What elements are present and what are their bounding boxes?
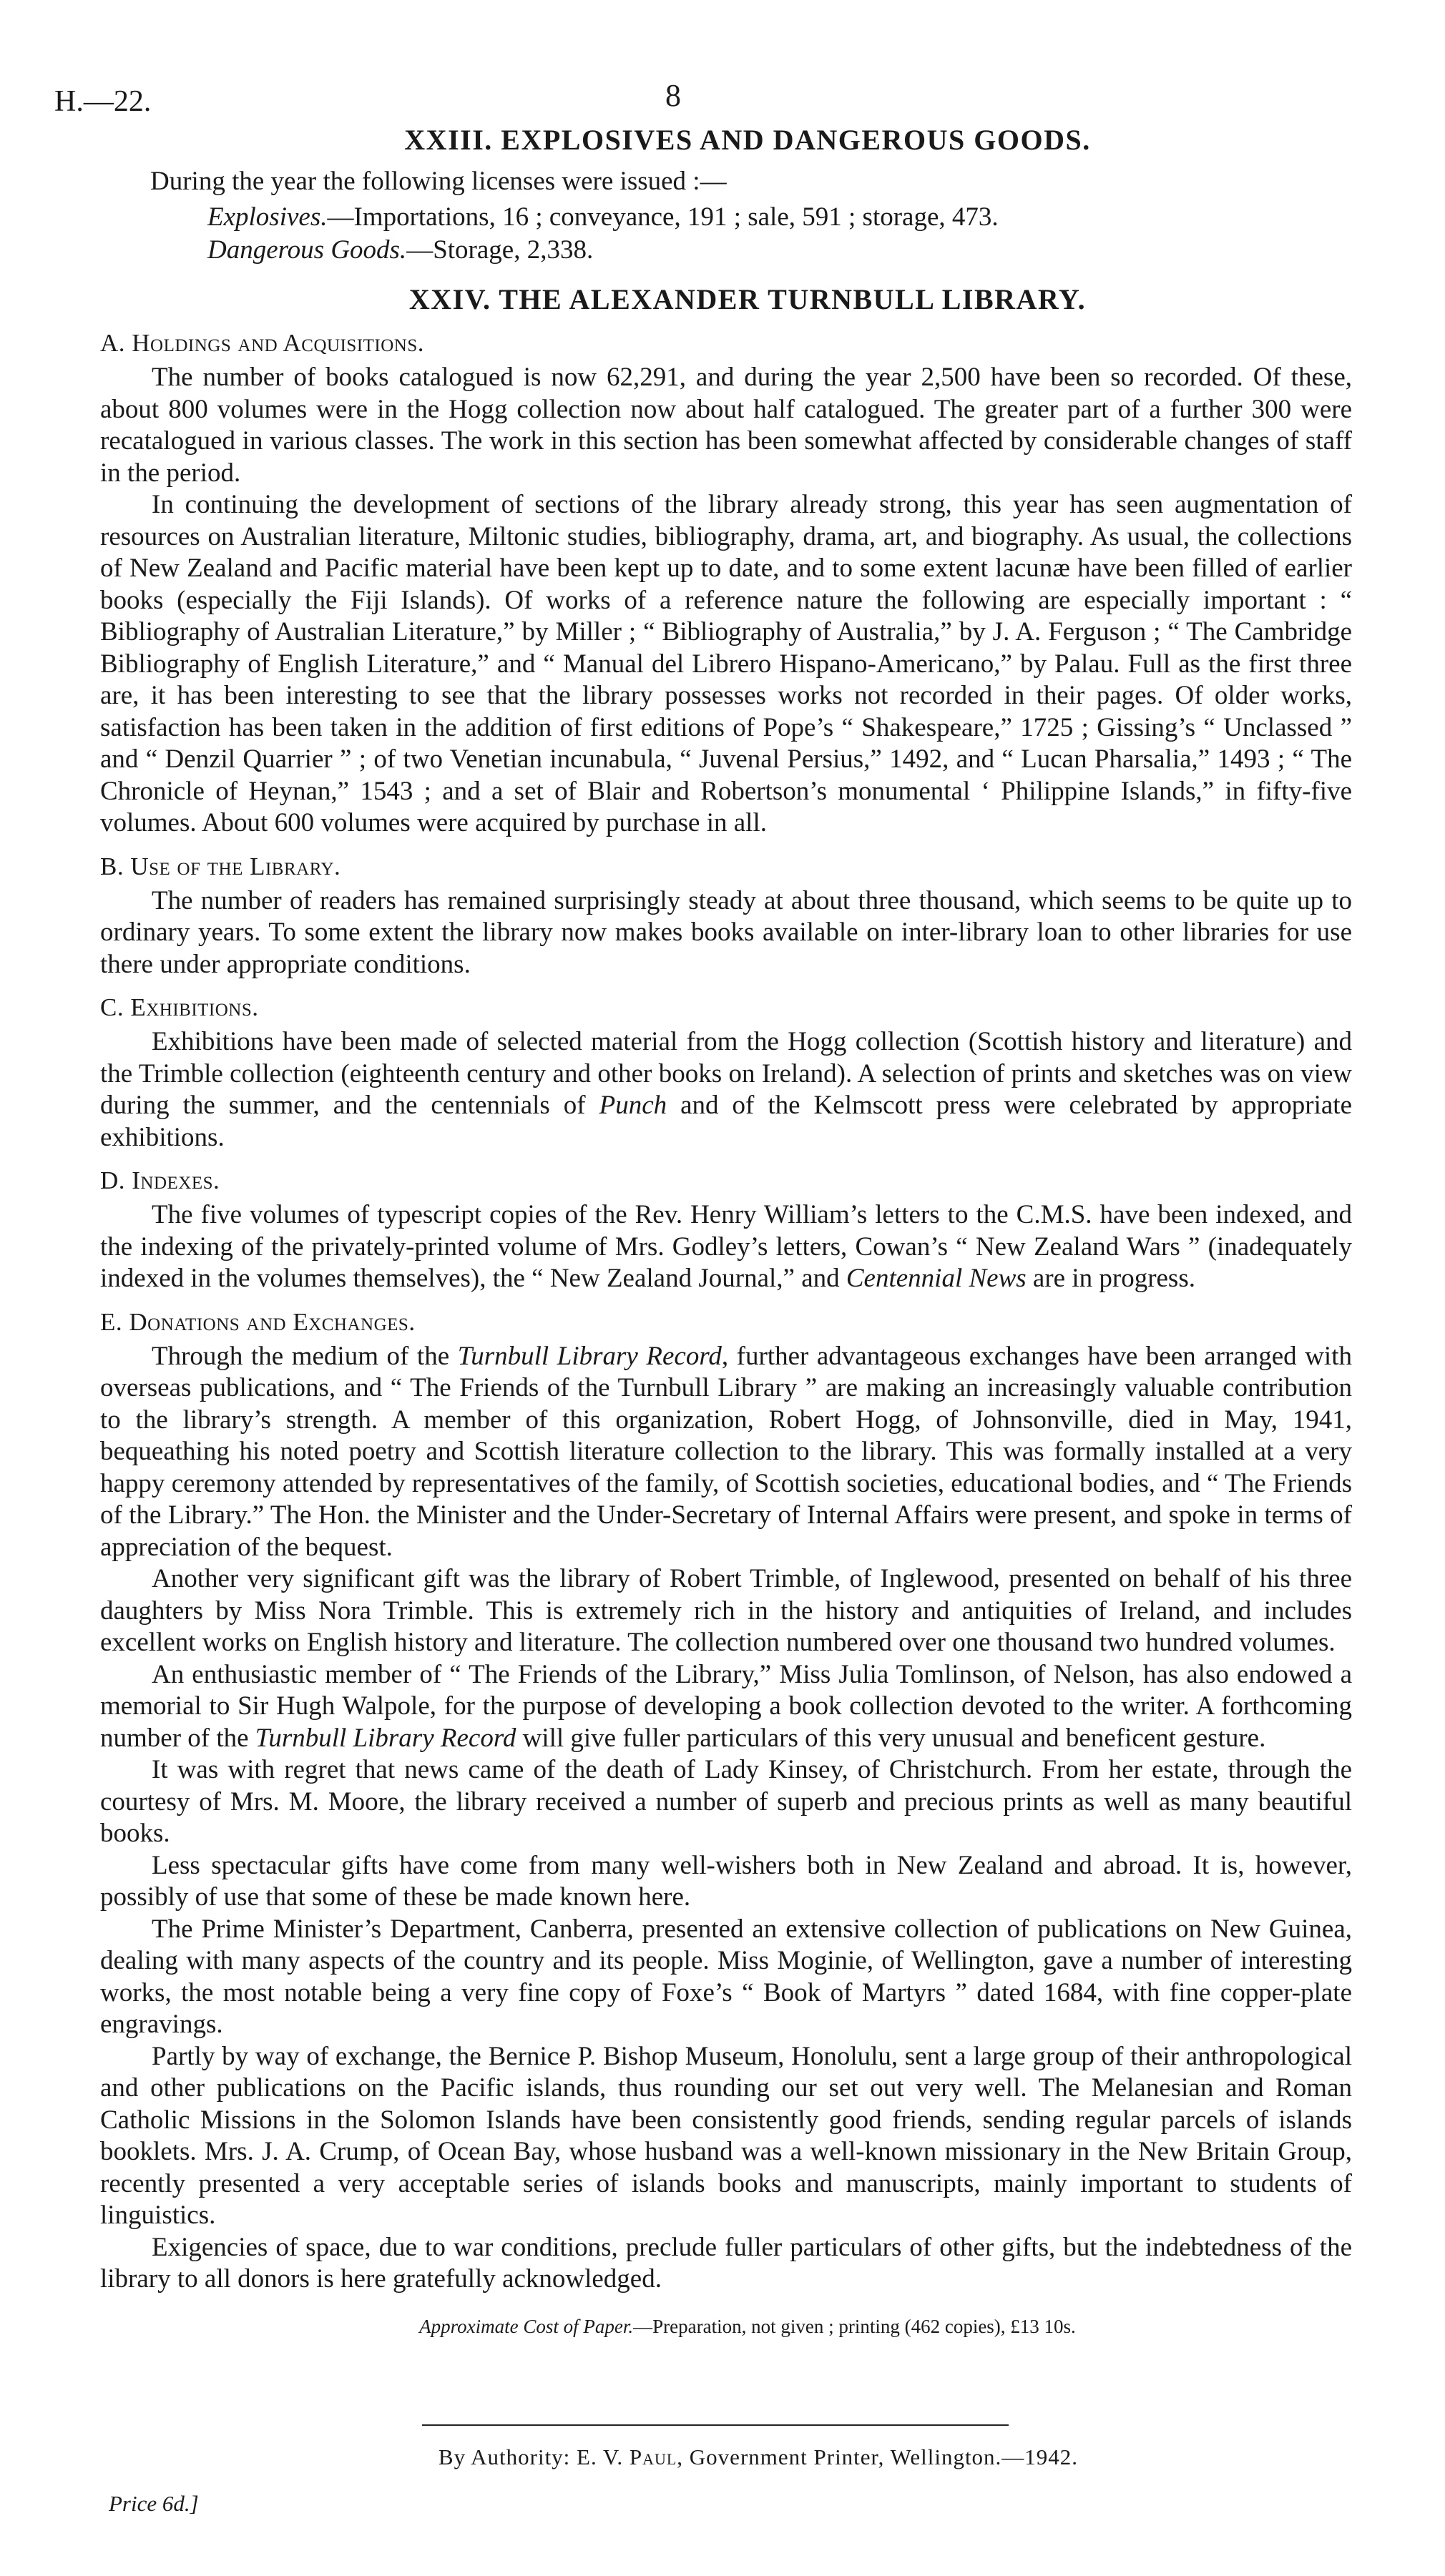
donations-paragraph-3: An enthusiastic member of “ The Friends of the Library,” Miss Julia Tomlinson, of Nelson, has also endowed a memorial to Sir Hugh Walpole, for the purpose of developing a book collection devoted to the writer. A forthcoming number of the Turnbull Library Record will give fuller particulars of this very unusual and beneficent gesture.: [100, 1659, 1352, 1753]
explosives-label: Explosives.: [207, 202, 328, 232]
donations-paragraph-2: Another very significant gift was the library of Robert Trimble, of Inglewood, presented on behalf of his three daughters by Miss Nora Trimble. This is extremely rich in the history and antiquities of Ireland, and includes excellent works on English history and literature. The collection numbered over one thousand two hundred volumes.: [100, 1564, 1352, 1657]
explosives-line: [207, 201, 1352, 234]
subsection-e-heading: E. Donations and Exchanges.: [100, 1307, 416, 1336]
page-number: 8: [665, 78, 681, 113]
printer-authority: By Authority: E. V. Paul, Government Printer, Wellington.—1942.: [438, 2444, 1079, 2469]
explosives-text: —Importations, 16 ; conveyance, 191 ; sale, 591 ; storage, 473.: [327, 202, 999, 232]
dangerous-goods-label: Dangerous Goods.: [207, 235, 407, 265]
subsection-b-heading: B. Use of the Library.: [100, 852, 341, 880]
licenses-intro: During the year the following licenses were issued :—: [150, 167, 727, 196]
subsection-d-heading: D. Indexes.: [100, 1166, 220, 1194]
use-paragraph: The number of readers has remained surprisingly steady at about three thousand, which seems to be quite up to ordinary years. To some extent the library now makes books available on inter-library loan to other libraries for use there under appropriate conditions.: [100, 885, 1352, 979]
dangerous-goods-text: —Storage, 2,338.: [406, 235, 594, 265]
exhibitions-paragraph: Exhibitions have been made of selected material from the Hogg collection (Scottish history and literature) and the Trimble collection (eighteenth century and other books on Ireland). A selection of prints and sketches was on view during the summer, and the centennials of Punch and of the Kelmscott press were celebrated by appropriate exhibitions.: [100, 1027, 1352, 1152]
subsection-a-heading: A. Holdings and Acquisitions.: [100, 329, 424, 357]
price-note: Price 6d.]: [109, 2491, 199, 2516]
donations-paragraph-5: Less spectacular gifts have come from many well-wishers both in New Zealand and abroad. It is, however, possibly of use that some of these be made known here.: [100, 1850, 1352, 1912]
dangerous-goods-line: [207, 234, 1352, 267]
donations-paragraph-6: The Prime Minister’s Department, Canberra, presented an extensive collection of publications on New Guinea, dealing with many aspects of the country and its people. Miss Moginie, of Wellington, gave a number of interesting works, the most notable being a very fine copy of Foxe’s “ Book of Martyrs ” dated 1684, with fine copper-plate engravings.: [100, 1914, 1352, 2039]
section-xxiii-title: XXIII. EXPLOSIVES AND DANGEROUS GOODS.: [404, 124, 1091, 156]
donations-paragraph-8: Exigencies of space, due to war conditions, preclude fuller particulars of other gifts, but the indebtedness of the library to all donors is here gratefully acknowledged.: [100, 2232, 1352, 2294]
holdings-paragraph-2: In continuing the development of sections of the library already strong, this year has seen augmentation of resources on Australian literature, Miltonic studies, bibliography, drama, art, and biography. As usual, the collections of New Zealand and Pacific material have been kept up to date, and to some extent lacunæ have been filled of earlier books (especially the Fiji Islands). Of works of a reference nature the following are especially important : “ Bibliography of Australian Literature,” by Miller ; “ Bibliography of Australia,” by J. A. Ferguson ; “ The Cambridge Bibliography of English Literature,” and “ Manual del Librero Hispano-Americano,” by Palau. Full as the first three are, it has been interesting to see that the library possesses works not recorded in their pages. Of older works, satisfaction has been taken in the addition of first editions of Pope’s “ Shakespeare,” 1725 ; Gissing’s “ Unclassed ” and “ Denzil Quarrier ” ; of two Venetian incunabula, “ Juvenal Persius,” 1492, and “ Lucan Pharsalia,” 1493 ; “ The Chronicle of Heynan,” 1543 ; and a set of Blair and Robertson’s monumental ‘ Philippine Islands,” in fifty-five volumes. About 600 volumes were acquired by purchase in all.: [100, 490, 1352, 837]
document-reference: H.—22.: [54, 85, 152, 118]
footer-divider: [422, 2424, 1009, 2426]
indexes-paragraph: The five volumes of typescript copies of the Rev. Henry William’s letters to the C.M.S. have been indexed, and the indexing of the privately-printed volume of Mrs. Godley’s letters, Cowan’s “ New Zealand Wars ” (inadequately indexed in the volumes themselves), the “ New Zealand Journal,” and Centennial News are in progress.: [100, 1200, 1352, 1293]
holdings-paragraph-1: The number of books catalogued is now 62,291, and during the year 2,500 have been so recorded. Of these, about 800 volumes were in the Hogg collection now about half catalogued. The greater part of a further 300 were recatalogued in various classes. The work in this section has been somewhat affected by considerable changes of staff in the period.: [100, 363, 1352, 488]
page-content: [100, 123, 1352, 2338]
donations-paragraph-7: Partly by way of exchange, the Bernice P. Bishop Museum, Honolulu, sent a large group of their anthropological and other publications on the Pacific islands, thus rounding our set out very well. The Melanesian and Roman Catholic Missions in the Solomon Islands have been consistently good friends, sending regular parcels of islands booklets. Mrs. J. A. Crump, of Ocean Bay, whose husband was a well-known missionary in the New Britain Group, recently presented a very acceptable series of islands books and manuscripts, mainly important to students of linguistics.: [100, 2041, 1352, 2230]
donations-paragraph-4: It was with regret that news came of the death of Lady Kinsey, of Christchurch. From her estate, through the courtesy of Mrs. M. Moore, the library received a number of superb and precious prints as well as many beautiful books.: [100, 1755, 1352, 1848]
section-xxiv-title: XXIV. THE ALEXANDER TURNBULL LIBRARY.: [408, 283, 1087, 315]
donations-paragraph-1: Through the medium of the Turnbull Library Record, further advantageous exchanges have been arranged with overseas publications, and “ The Friends of the Turnbull Library ” are making an increasingly valuable contribution to the library’s strength. A member of this organization, Robert Hogg, of Johnsonville, died in May, 1941, bequeathing his noted poetry and Scottish literature collection to the library. This was formally installed at a very happy ceremony attended by representatives of the family, of Scottish societies, educational bodies, and “ The Friends of the Library.” The Hon. the Minister and the Under-Secretary of Internal Affairs were present, and spoke in terms of appreciation of the bequest.: [100, 1341, 1352, 1562]
paper-cost-note: Approximate Cost of Paper.—Preparation, not given ; printing (462 copies), £13 10s.: [419, 2315, 1076, 2337]
subsection-c-heading: C. Exhibitions.: [100, 993, 259, 1021]
